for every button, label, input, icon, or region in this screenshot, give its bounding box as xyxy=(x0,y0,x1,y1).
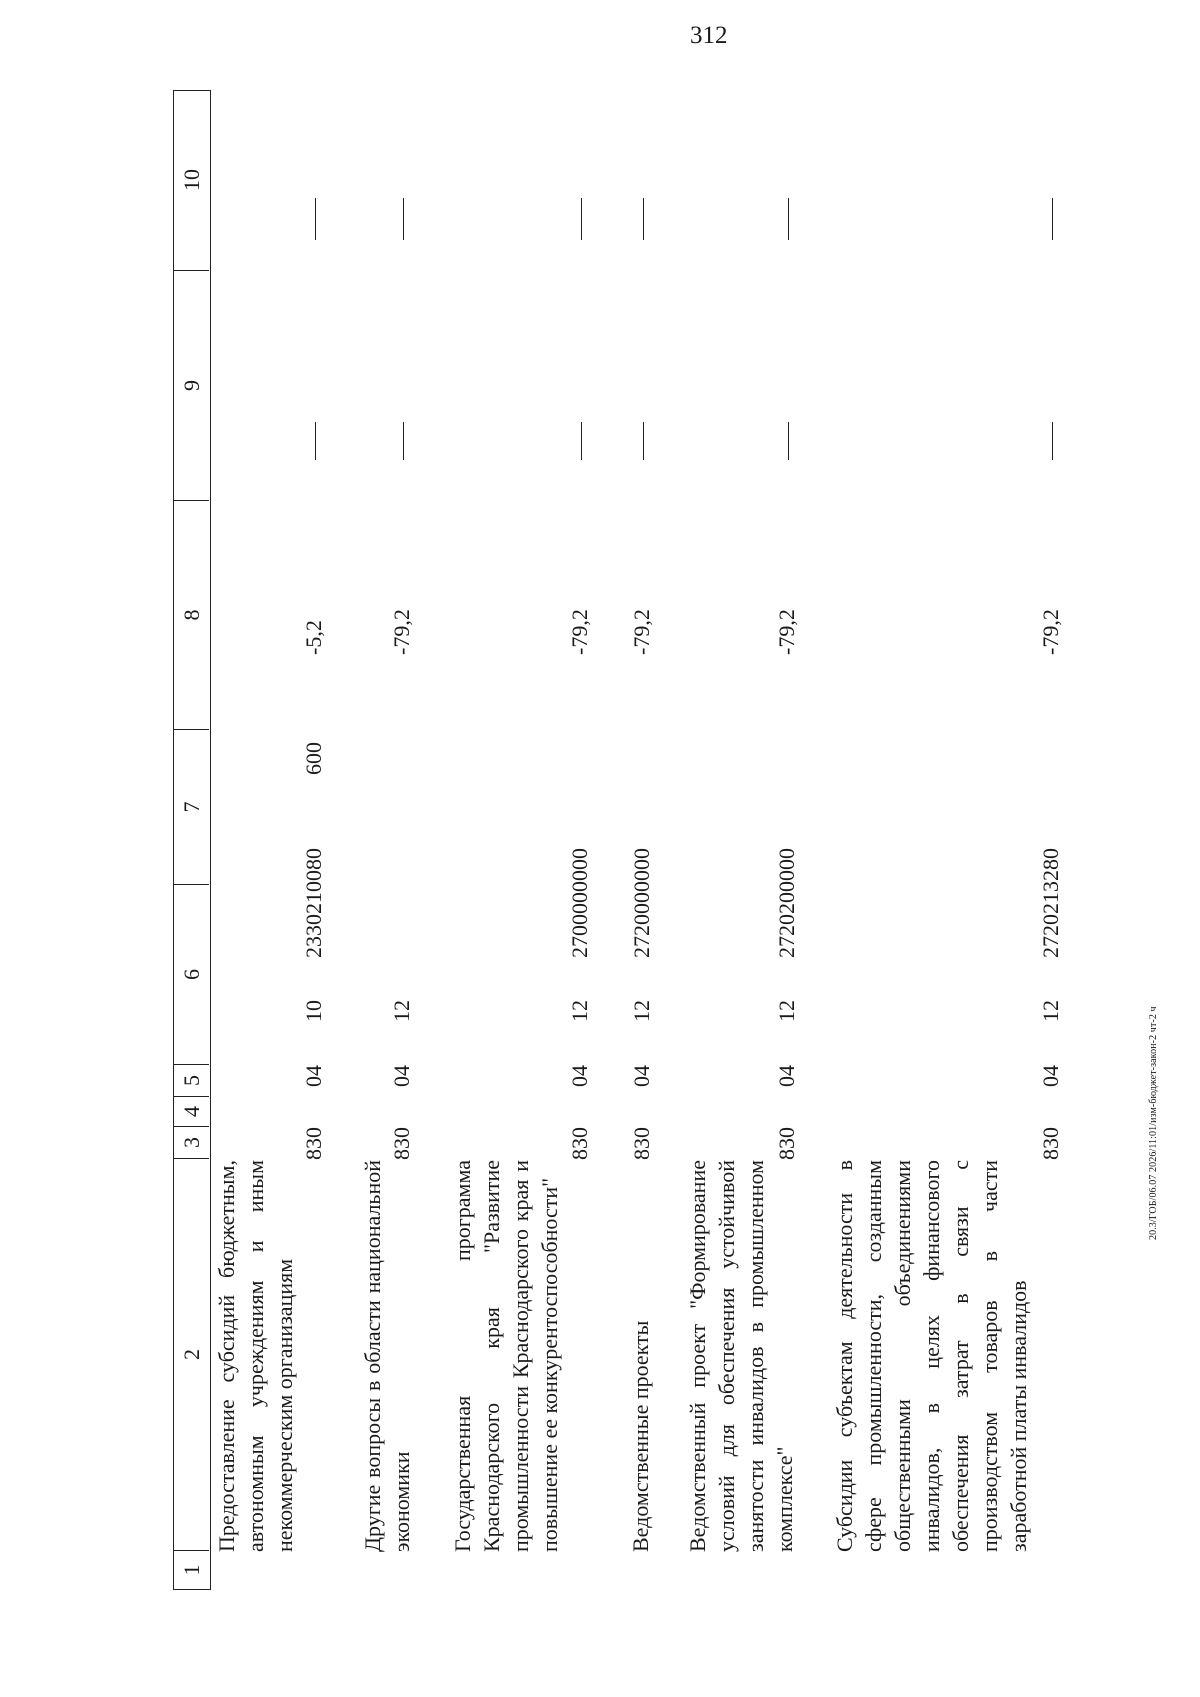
cell-col-5: 12 xyxy=(389,1000,414,1022)
cell-col-4: 04 xyxy=(774,1065,799,1087)
header-col-9: 9 xyxy=(174,271,209,501)
header-col-1: 1 xyxy=(179,1564,204,1576)
cell-col-3: 830 xyxy=(567,1127,592,1160)
cell-col-10-dash xyxy=(581,198,583,240)
cell-col-8: -79,2 xyxy=(567,609,592,655)
cell-col-6: 2720213280 xyxy=(1038,848,1063,958)
cell-col-6: 2700000000 xyxy=(567,848,592,958)
cell-col-4: 04 xyxy=(1038,1065,1063,1087)
header-col-3: 3 xyxy=(174,1127,209,1159)
cell-col-8: -79,2 xyxy=(389,609,414,655)
cell-col-10-dash xyxy=(403,198,405,240)
budget-table xyxy=(173,90,1103,1590)
header-col-8: 8 xyxy=(174,501,209,730)
cell-col-9-dash xyxy=(581,422,583,460)
cell-col-4: 04 xyxy=(389,1065,414,1087)
cell-col-8: -5,2 xyxy=(301,620,326,655)
row-description: Субсидии субъектам деятельности в сфере промышленности, созданным общественными объединениями инвалидов, в целях финансового обеспечения затрат в связи с производством товаров в части заработной платы инвалидов xyxy=(832,1160,1031,1552)
footer-document-code: 20.3/ГОБ/06.07 2026/11:01/изм-бюджет-закон-2 чт-2 ч xyxy=(1148,1006,1159,1240)
header-col-7: 7 xyxy=(174,730,209,885)
row-description: Ведомственный проект "Формирование условий для обеспечения устойчивой занятости инвалидов в промышленном комплексе" xyxy=(685,1160,797,1552)
cell-col-9-dash xyxy=(403,422,405,460)
header-col-10: 10 xyxy=(174,90,209,271)
cell-col-3: 830 xyxy=(629,1127,654,1160)
cell-col-3: 830 xyxy=(774,1127,799,1160)
cell-col-3: 830 xyxy=(389,1127,414,1160)
cell-col-5: 12 xyxy=(1038,1000,1063,1022)
cell-col-10-dash xyxy=(788,198,790,240)
table-row xyxy=(626,90,656,1590)
cell-col-9-dash xyxy=(1052,422,1054,460)
header-col-2: 2 xyxy=(174,1159,209,1551)
header-col-4: 4 xyxy=(174,1097,209,1127)
row-description: Ведомственные проекты xyxy=(628,1320,653,1552)
cell-col-3: 830 xyxy=(1038,1127,1063,1160)
table-row xyxy=(212,90,328,1590)
page-number: 312 xyxy=(690,22,728,49)
cell-col-4: 04 xyxy=(567,1065,592,1087)
cell-col-4: 04 xyxy=(629,1065,654,1087)
table-row xyxy=(358,90,416,1590)
cell-col-9-dash xyxy=(788,422,790,460)
cell-col-8: -79,2 xyxy=(1038,609,1063,655)
table-header-row xyxy=(173,90,211,1590)
table-row xyxy=(830,90,1065,1590)
cell-col-9-dash xyxy=(643,422,645,460)
cell-col-8: -79,2 xyxy=(629,609,654,655)
cell-col-6: 2330210080 xyxy=(301,848,326,958)
cell-col-10-dash xyxy=(643,198,645,240)
cell-col-3: 830 xyxy=(301,1127,326,1160)
cell-col-7: 600 xyxy=(301,742,326,775)
row-description: Государственная программа Краснодарского края "Развитие промышленности Краснодарского края и повышение ее конкурентоспособности" xyxy=(450,1160,562,1552)
table-row xyxy=(448,90,594,1590)
table-row xyxy=(683,90,801,1590)
cell-col-5: 12 xyxy=(567,1000,592,1022)
cell-col-5: 12 xyxy=(774,1000,799,1022)
cell-col-8: -79,2 xyxy=(774,609,799,655)
cell-col-10-dash xyxy=(1052,198,1054,240)
cell-col-6: 2720000000 xyxy=(629,848,654,958)
cell-col-4: 04 xyxy=(301,1065,326,1087)
cell-col-9-dash xyxy=(315,422,317,460)
header-col-5: 5 xyxy=(174,1065,209,1097)
cell-col-5: 12 xyxy=(629,1000,654,1022)
cell-col-10-dash xyxy=(315,198,317,240)
cell-col-5: 10 xyxy=(301,1000,326,1022)
row-description: Предоставление субсидий бюджетным, автономным учреждениям и иным некоммерческим организациям xyxy=(214,1160,297,1552)
row-description: Другие вопросы в области национальной экономики xyxy=(360,1160,414,1552)
cell-col-6: 2720200000 xyxy=(774,848,799,958)
header-col-6: 6 xyxy=(174,885,209,1065)
